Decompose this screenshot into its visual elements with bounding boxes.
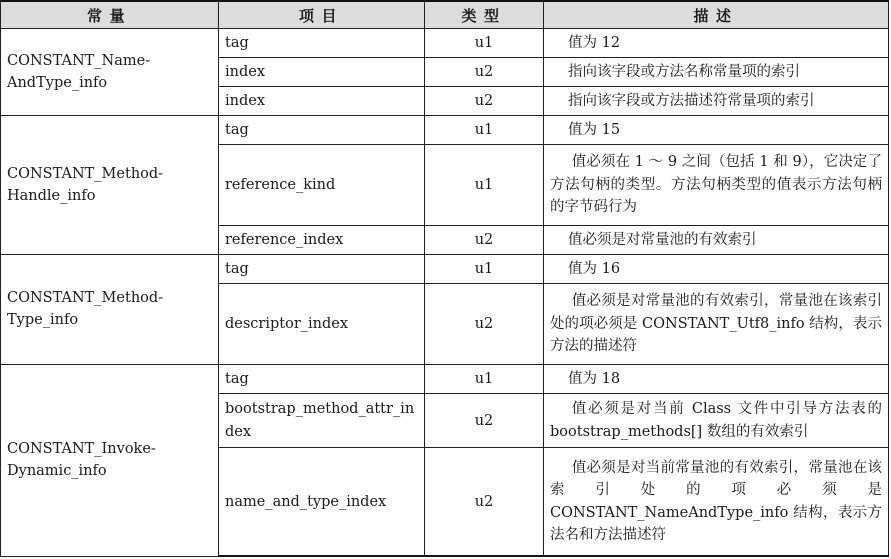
type-cell: u1	[425, 364, 544, 393]
table-row	[1, 364, 889, 393]
type-cell: u1	[425, 29, 544, 58]
description-cell: 值为 16	[544, 254, 889, 283]
constant-name: CONSTANT_Name-AndType_info	[7, 52, 151, 91]
table-row	[1, 29, 889, 58]
header-type: 类型	[425, 1, 544, 29]
description-cell: 值必须是对当前 Class 文件中引导方法表的 bootstrap_methods[] 数组的有效索引	[544, 393, 889, 447]
item-cell: index	[219, 87, 425, 116]
item-cell: tag	[219, 116, 425, 145]
item-cell: name_and_type_index	[219, 448, 425, 556]
header-constant: 常量	[1, 1, 219, 29]
type-cell: u1	[425, 254, 544, 283]
type-cell: u2	[425, 448, 544, 556]
constant-name: CONSTANT_Method-Handle_info	[7, 165, 164, 204]
item-cell: tag	[219, 29, 425, 58]
description-cell: 值必须是对常量池的有效索引	[544, 225, 889, 254]
table-row	[1, 254, 889, 283]
description-cell: 指向该字段或方法描述符常量项的索引	[544, 87, 889, 116]
description-cell: 值为 15	[544, 116, 889, 145]
header-item: 项目	[219, 1, 425, 29]
type-cell: u1	[425, 145, 544, 226]
description-cell: 值为 12	[544, 29, 889, 58]
description-cell: 值为 18	[544, 364, 889, 393]
type-cell: u2	[425, 225, 544, 254]
item-cell: reference_index	[219, 225, 425, 254]
constant-name-cell	[1, 254, 219, 364]
type-cell: u2	[425, 87, 544, 116]
item-cell: index	[219, 58, 425, 87]
table-row	[1, 116, 889, 145]
item-cell: reference_kind	[219, 145, 425, 226]
item-cell: tag	[219, 364, 425, 393]
header-row	[1, 1, 889, 29]
constant-name-cell	[1, 116, 219, 255]
constant-name-cell	[1, 29, 219, 116]
type-cell: u1	[425, 116, 544, 145]
header-description: 描述	[544, 1, 889, 29]
constant-name-cell	[1, 364, 219, 556]
constant-name: CONSTANT_Method-Type_info	[7, 289, 164, 329]
constant-name: CONSTANT_Invoke-Dynamic_info	[7, 440, 156, 480]
description-cell: 值必须是对当前常量池的有效索引，常量池在该索引处的项必须是 CONSTANT_NameAndType_info 结构，表示方法名和方法描述符	[544, 448, 889, 556]
item-cell: bootstrap_method_attr_index	[219, 393, 425, 447]
type-cell: u2	[425, 393, 544, 447]
description-cell: 指向该字段或方法名称常量项的索引	[544, 58, 889, 87]
type-cell: u2	[425, 58, 544, 87]
item-cell: descriptor_index	[219, 283, 425, 364]
item-cell: tag	[219, 254, 425, 283]
type-cell: u2	[425, 283, 544, 364]
description-cell: 值必须是对常量池的有效索引，常量池在该索引处的项必须是 CONSTANT_Utf8_info 结构，表示方法的描述符	[544, 283, 889, 364]
description-cell: 值必须在 1 ～ 9 之间（包括 1 和 9），它决定了方法句柄的类型。方法句柄类型的值表示方法句柄的字节码行为	[544, 145, 889, 226]
